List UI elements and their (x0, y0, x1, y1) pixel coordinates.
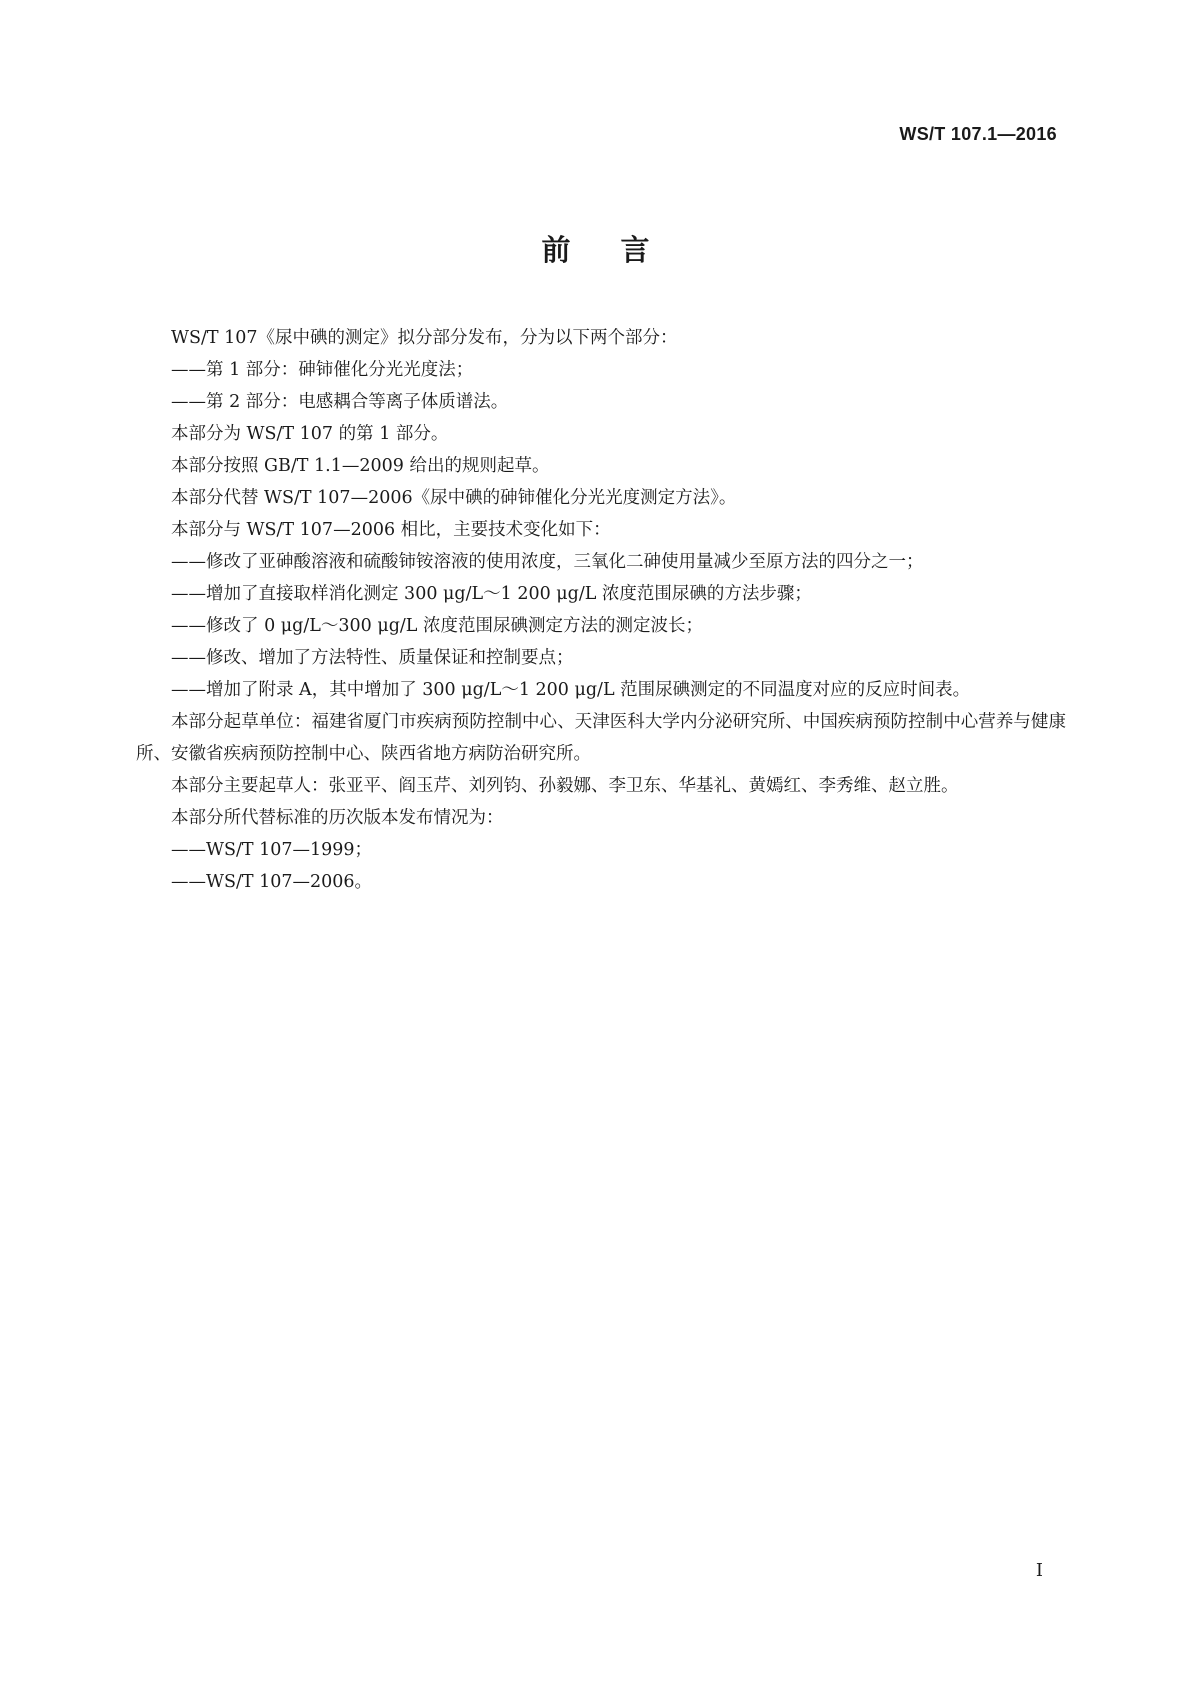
foreword-body (136, 322, 1066, 898)
change-item: ——增加了直接取样消化测定 300 μg/L～1 200 μg/L 浓度范围尿碘的方法步骤； (171, 584, 812, 604)
drafters-paragraph: 本部分主要起草人：张亚平、阎玉芹、刘列钧、孙毅娜、李卫东、华基礼、黄嫣红、李秀维、赵立胜。 (171, 776, 959, 796)
replaces-paragraph: 本部分代替 WS/T 107—2006《尿中碘的砷铈催化分光光度测定方法》。 (171, 488, 737, 508)
part-item: ——第 2 部分：电感耦合等离子体质谱法。 (171, 392, 509, 412)
history-intro-paragraph: 本部分所代替标准的历次版本发布情况为： (171, 808, 504, 828)
part-item: ——第 1 部分：砷铈催化分光光度法； (171, 360, 474, 380)
page-title: 前言 (541, 233, 700, 267)
changes-intro-paragraph: 本部分与 WS/T 107—2006 相比，主要技术变化如下： (171, 520, 611, 540)
intro-paragraph: WS/T 107《尿中碘的测定》拟分部分发布，分为以下两个部分： (171, 328, 678, 348)
standard-code: WS/T 107.1—2016 (899, 124, 1057, 144)
history-item: ——WS/T 107—1999； (171, 840, 373, 860)
change-item: ——修改了 0 μg/L～300 μg/L 浓度范围尿碘测定方法的测定波长； (171, 616, 703, 636)
page-number: I (1035, 1560, 1043, 1581)
drafting-rule-paragraph: 本部分按照 GB/T 1.1—2009 给出的规则起草。 (171, 456, 550, 476)
change-item: ——修改了亚砷酸溶液和硫酸铈铵溶液的使用浓度，三氧化二砷使用量减少至原方法的四分之一； (171, 552, 924, 572)
this-part-paragraph: 本部分为 WS/T 107 的第 1 部分。 (171, 424, 449, 444)
change-item: ——增加了附录 A，其中增加了 300 μg/L～1 200 μg/L 范围尿碘测定的不同温度对应的反应时间表。 (171, 680, 971, 700)
change-item: ——修改、增加了方法特性、质量保证和控制要点； (171, 648, 574, 668)
drafting-units-paragraph: 本部分起草单位：福建省厦门市疾病预防控制中心、天津医科大学内分泌研究所、中国疾病预防控制中心营养与健康所、安徽省疾病预防控制中心、陕西省地方病防治研究所。 (136, 712, 1066, 764)
history-item: ——WS/T 107—2006。 (171, 872, 373, 892)
